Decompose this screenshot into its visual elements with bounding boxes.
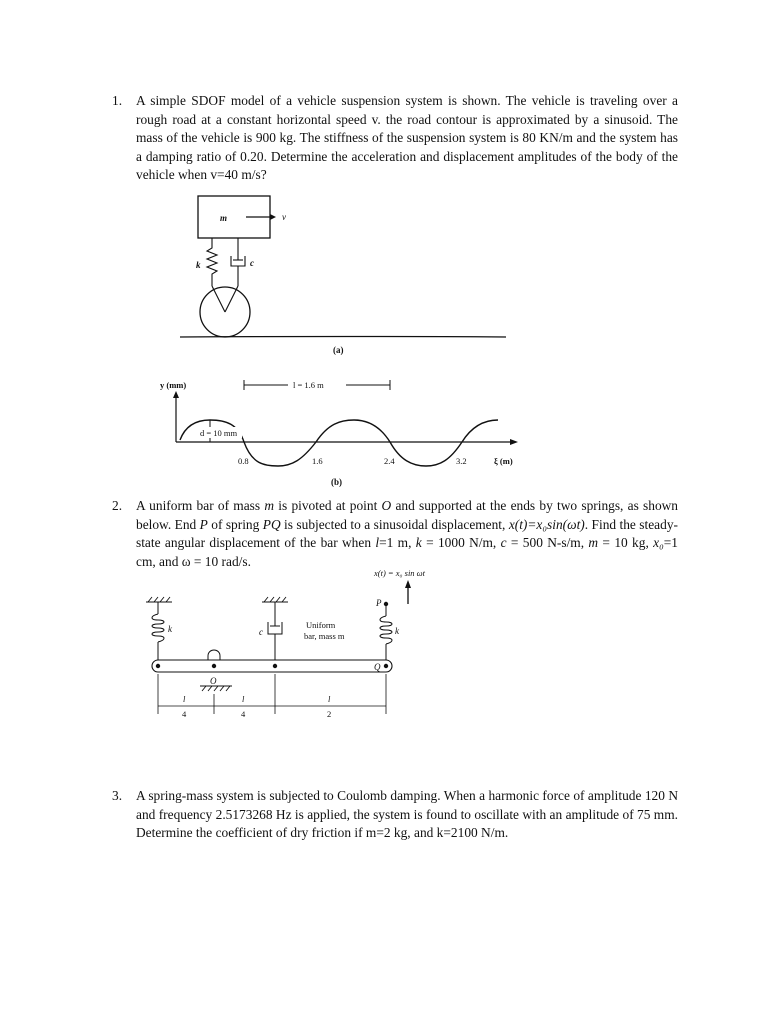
text-run: k [415,535,422,551]
pivot-point [212,664,216,668]
text-run: =1 m, [379,535,416,551]
text-run: is subjected to a sinusoidal displacement, [280,516,509,532]
text-run: O [381,498,392,513]
question-2 [112,497,678,571]
left-ground-hatch [148,597,170,602]
dim-2-denominator: 4 [241,709,246,719]
right-spring [380,616,392,644]
question-1-text: A simple SDOF model of a vehicle suspension system is shown. The vehicle is traveling over a rough road at a constant horizontal speed v. the road contour is approximated by a sinusoid. The mass of the vehicle is 900 kg. The stiffness of the suspension system is 80 KN/m and the system has a damping ratio of 0.20. Determine the acceleration and displacement amplitudes of the body of the vehicle when v=40 m/s? [136,93,678,183]
damper-label: c [250,258,254,268]
dim-3-numerator: l [328,694,331,704]
point-o-label: O [210,676,217,686]
text-run: l [375,535,380,551]
x-tick-label: 3.2 [456,456,467,466]
point-p [384,602,388,606]
right-spring-label: k [395,626,399,636]
text-run: c [500,535,507,551]
text-run: P [199,516,208,532]
text-run: and supported at the ends by two springs, as shown below. End [136,498,679,532]
text-run: = 500 N-s/m, [506,535,589,551]
text-run: = 10 kg, [598,535,654,551]
x-tick-label: 0.8 [238,456,249,466]
dim-1-denominator: 4 [182,709,187,719]
text-run: x₀ [653,535,664,551]
velocity-label: v [282,212,286,222]
uniform-bar [152,660,392,672]
road-surface [180,337,506,338]
mass-label: m [220,213,228,223]
forcing-label: x(t) = x₀ sin ωt [374,568,426,578]
question-3-number: 3. [112,788,123,803]
text-run: of spring [207,516,263,532]
question-3 [112,787,678,843]
text-run: PQ [262,516,281,532]
text-run: A uniform bar of mass [136,498,265,513]
point-q-label: Q [374,662,381,672]
figure-2-bar-system [140,562,460,722]
spring-label: k [196,260,201,270]
x-axis-label: ξ (m) [494,456,513,466]
left-spring [152,614,164,642]
left-spring-label: k [168,624,172,634]
damper-label: c [259,627,263,637]
text-run: . Find the steady-state angular displacement of the bar when [136,516,678,551]
text-run: m [588,535,599,551]
damper-attach-point [273,664,277,668]
forcing-arrowhead [405,580,411,588]
bar-label-line-1: Uniform [306,620,336,630]
question-2-text [136,497,678,571]
amplitude-label: d = 10 mm [200,428,238,438]
x-axis-arrowhead [510,439,518,445]
point-q [384,664,388,668]
dim-1-numerator: l [183,694,186,704]
figure-a-caption: (a) [333,345,344,355]
x-tick-label: 2.4 [384,456,395,466]
road-sinusoid [180,420,498,466]
question-1 [112,92,678,185]
y-axis-label: y (mm) [160,380,187,390]
length-label: l = 1.6 m [293,380,324,390]
point-p-label: P [376,598,382,608]
question-2-number: 2. [112,498,123,513]
text-run: is pivoted at point [274,498,382,513]
suspension-spring [207,238,217,286]
x-tick-label: 1.6 [312,456,323,466]
figure-1a-vehicle-model [170,190,530,360]
figure-b-caption: (b) [331,477,342,487]
dim-2-numerator: l [242,694,245,704]
velocity-arrowhead [270,214,276,220]
question-1-number: 1. [112,93,123,108]
pivot-ground-hatch [202,686,230,691]
figure-1b-road-contour [158,372,538,492]
damper-ground-hatch [264,597,286,602]
dim-3-denominator: 2 [327,709,332,719]
left-end-point [156,664,160,668]
bar-label-line-2: bar, mass m [304,631,345,641]
y-axis-arrowhead [173,391,179,398]
question-3-text: A spring-mass system is subjected to Coulomb damping. When a harmonic force of amplitude 120 N and frequency 2.5173268 Hz is applied, the system is found to oscillate with an amplitude of 75 mm. Determine the coefficient of dry friction if m=2 kg, and k=2100 N/m. [136,788,678,841]
text-run: =1 cm, and ω = 10 rad/s. [136,535,678,569]
text-run: x(t)=x₀sin(ωt) [508,516,585,532]
text-run: m [264,498,275,513]
text-run: = 1000 N/m, [421,535,501,551]
